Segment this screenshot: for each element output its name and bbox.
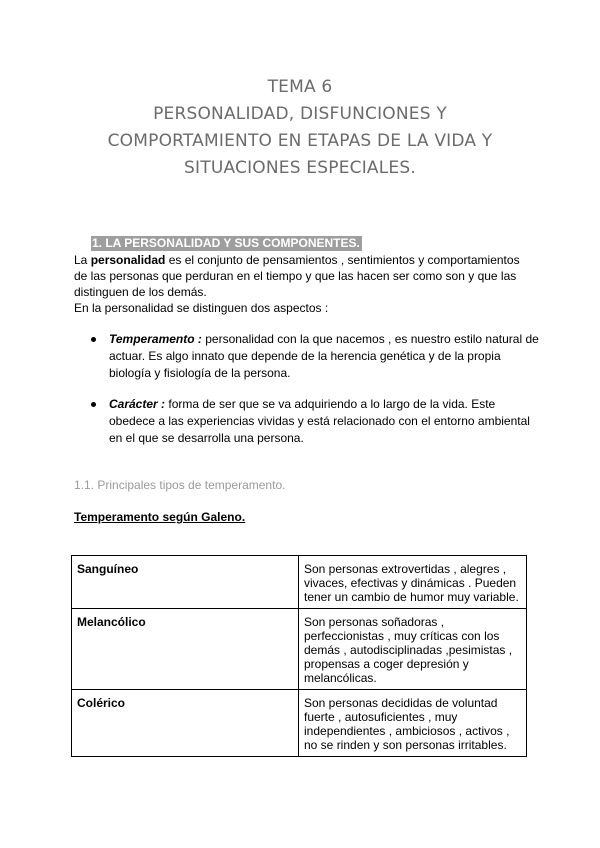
- section-heading: 1. LA PERSONALIDAD Y SUS COMPONENTES.: [92, 236, 360, 250]
- temperament-description: Son personas soñadoras , perfeccionistas , muy críticas con los demás , autodisciplinadas ,pesimistas , propensas a coger depresión y melancólicas.: [299, 609, 527, 690]
- temperament-table: [71, 555, 527, 757]
- table-row: [72, 609, 527, 690]
- table-row: [72, 556, 527, 609]
- term-caracter: Carácter :: [109, 397, 166, 411]
- document-title: [0, 74, 600, 182]
- list-item: [109, 331, 539, 382]
- paragraph-definition: [74, 252, 534, 300]
- subsection-heading: 1.1. Principales tipos de temperamento.: [74, 478, 286, 492]
- bullet-text: personalidad con la que nacemos , es nuestro estilo natural de actuar. Es algo innato que depende de la herencia genética y de la propia biología y fisiología de la persona.: [109, 332, 539, 380]
- list-item: [109, 396, 539, 447]
- paragraph-rest: es el conjunto de pensamientos , sentimientos y comportamientos de las personas que perduran en el tiempo y que las hacen ser como son y que las distinguen de los demás.: [74, 253, 520, 299]
- temperament-description: Son personas decididas de voluntad fuerte , autosuficientes , muy independientes , ambiciosos , activos , no se rinden y son personas irritables.: [299, 690, 527, 757]
- temperament-description: Son personas extrovertidas , alegres , vivaces, efectivas y dinámicas . Pueden tener un cambio de humor muy variable.: [299, 556, 527, 609]
- table-row: [72, 690, 527, 757]
- title-line-2: PERSONALIDAD, DISFUNCIONES Y: [153, 104, 447, 124]
- term-temperamento: Temperamento :: [109, 332, 202, 346]
- paragraph-aspects: En la personalidad se distinguen dos aspectos :: [74, 301, 329, 315]
- temperament-name: Melancólico: [72, 609, 299, 690]
- temperament-name: Sanguíneo: [72, 556, 299, 609]
- term-personalidad: personalidad: [90, 253, 166, 267]
- paragraph-prefix: La: [74, 253, 91, 267]
- title-line-4: SITUACIONES ESPECIALES.: [184, 158, 416, 178]
- table-title: Temperamento según Galeno.: [74, 510, 246, 524]
- title-line-1: TEMA 6: [267, 77, 333, 97]
- temperament-name: Colérico: [72, 690, 299, 757]
- title-line-3: COMPORTAMIENTO EN ETAPAS DE LA VIDA Y: [107, 131, 493, 151]
- bullet-icon: [91, 402, 96, 407]
- bullet-text: forma de ser que se va adquiriendo a lo largo de la vida. Este obedece a las experiencias vividas y está relacionado con el entorno ambiental en el que se desarrolla una persona.: [109, 397, 530, 445]
- bullet-icon: [91, 337, 96, 342]
